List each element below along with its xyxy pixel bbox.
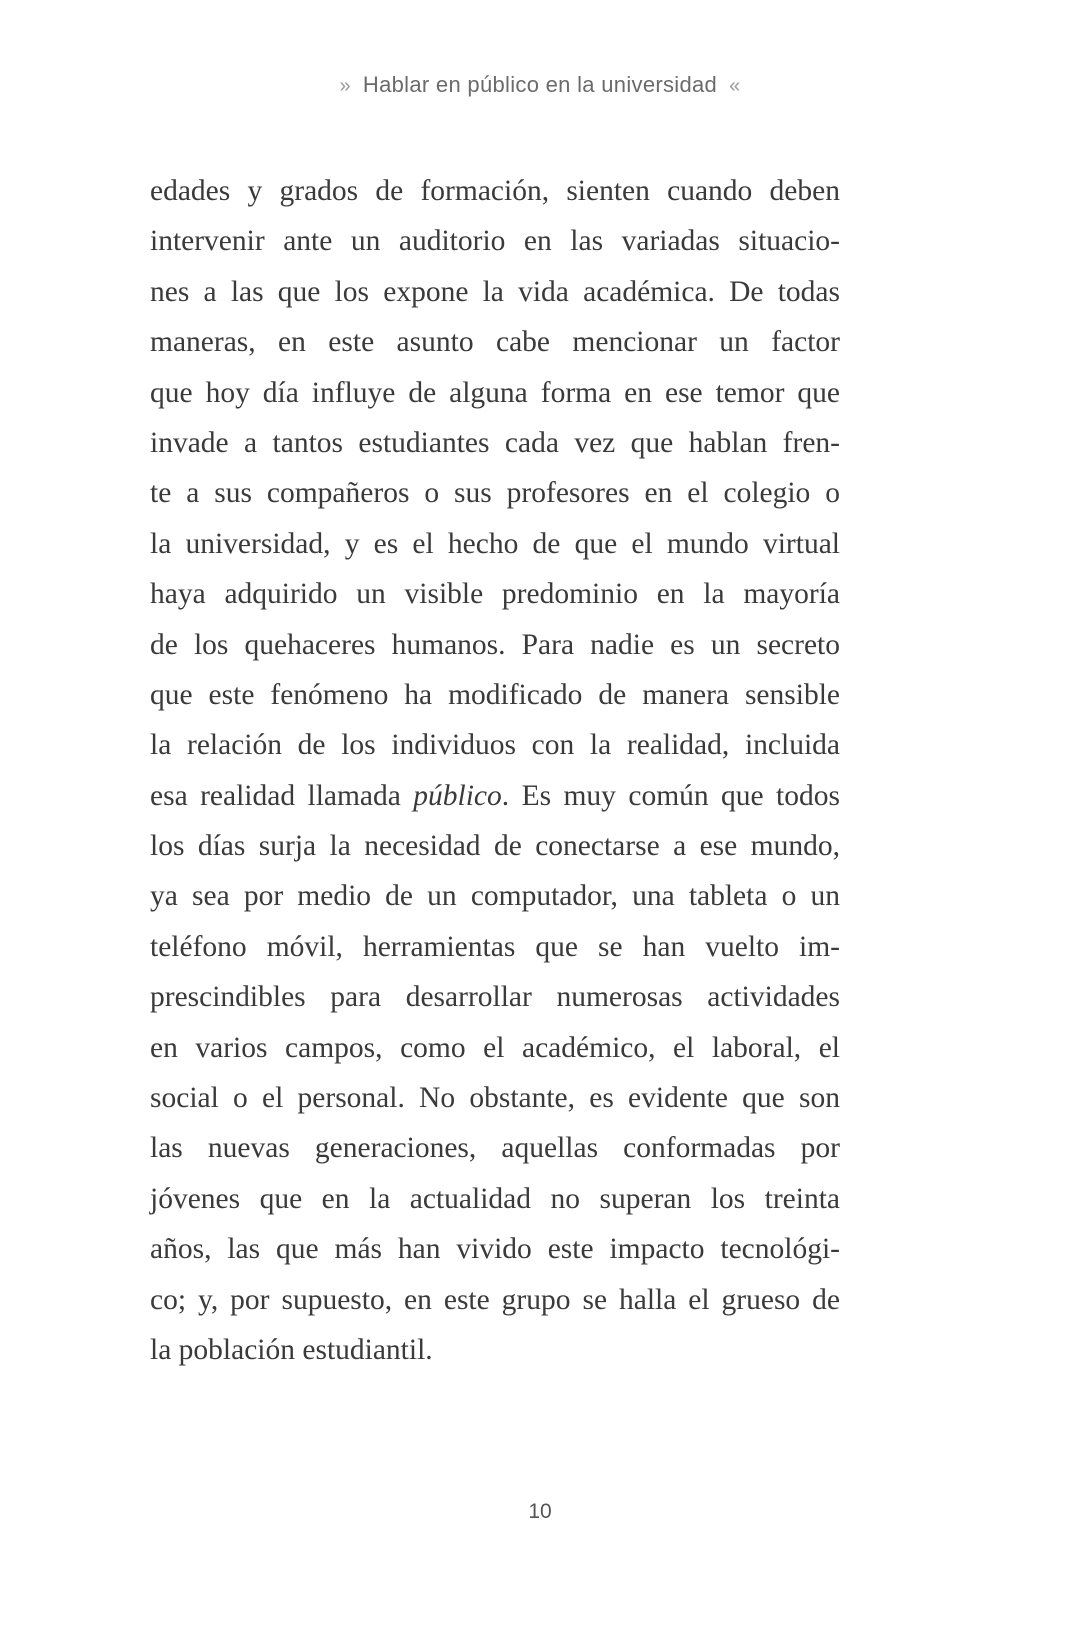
page-number: 10 bbox=[528, 1500, 552, 1523]
paragraph-line: que hoy día influye de alguna forma en ese temor que bbox=[150, 376, 840, 409]
paragraph-line: la universidad, y es el hecho de que el mundo virtual bbox=[150, 527, 840, 560]
paragraph-line: que este fenómeno ha modificado de manera sensible bbox=[150, 678, 840, 711]
paragraph-line: las nuevas generaciones, aquellas conformadas por bbox=[150, 1132, 840, 1165]
header-title: Hablar en público en la universidad bbox=[362, 72, 718, 97]
paragraph-line: en varios campos, como el académico, el laboral, el bbox=[150, 1031, 840, 1064]
paragraph-line: social o el personal. No obstante, es evidente que son bbox=[150, 1082, 840, 1115]
paragraph-line: invade a tantos estudiantes cada vez que hablan fren- bbox=[150, 426, 840, 459]
paragraph-line: ya sea por medio de un computador, una tableta o un bbox=[150, 880, 840, 913]
paragraph-line: haya adquirido un visible predominio en la mayoría bbox=[150, 578, 840, 611]
paragraph-line: teléfono móvil, herramientas que se han vuelto im- bbox=[150, 930, 840, 963]
paragraph-line: de los quehaceres humanos. Para nadie es un secreto bbox=[150, 628, 840, 661]
header-right-guillemet: « bbox=[729, 75, 741, 97]
paragraph-line: jóvenes que en la actualidad no superan los treinta bbox=[150, 1182, 840, 1215]
running-header bbox=[0, 72, 1080, 98]
paragraph-line: te a sus compañeros o sus profesores en el colegio o bbox=[150, 477, 840, 510]
paragraph-last-line: la población estudiantil. bbox=[150, 1333, 433, 1366]
paragraph-line-with-italic bbox=[150, 771, 840, 821]
paragraph-line: maneras, en este asunto cabe mencionar un factor bbox=[150, 326, 840, 359]
paragraph-line: prescindibles para desarrollar numerosas actividades bbox=[150, 981, 840, 1014]
header-left-guillemet: » bbox=[339, 75, 351, 97]
paragraph-line: intervenir ante un auditorio en las variadas situacio- bbox=[150, 225, 840, 258]
paragraph-line: edades y grados de formación, sienten cuando deben bbox=[150, 175, 840, 207]
paragraph-line: la relación de los individuos con la realidad, incluida bbox=[150, 729, 840, 762]
line-text-before-italic: esa realidad llamada bbox=[150, 779, 414, 812]
paragraph-line: nes a las que los expone la vida académica. De todas bbox=[150, 275, 840, 308]
body-paragraph bbox=[150, 166, 840, 1375]
line-text-after-italic: . Es muy común que todos bbox=[501, 779, 840, 812]
paragraph-line: co; y, por supuesto, en este grupo se halla el grueso de bbox=[150, 1283, 840, 1316]
italic-term-publico: público bbox=[413, 779, 502, 812]
paragraph-line: años, las que más han vivido este impacto tecnológi- bbox=[150, 1233, 840, 1266]
paragraph-line: los días surja la necesidad de conectarse a ese mundo, bbox=[150, 830, 840, 863]
